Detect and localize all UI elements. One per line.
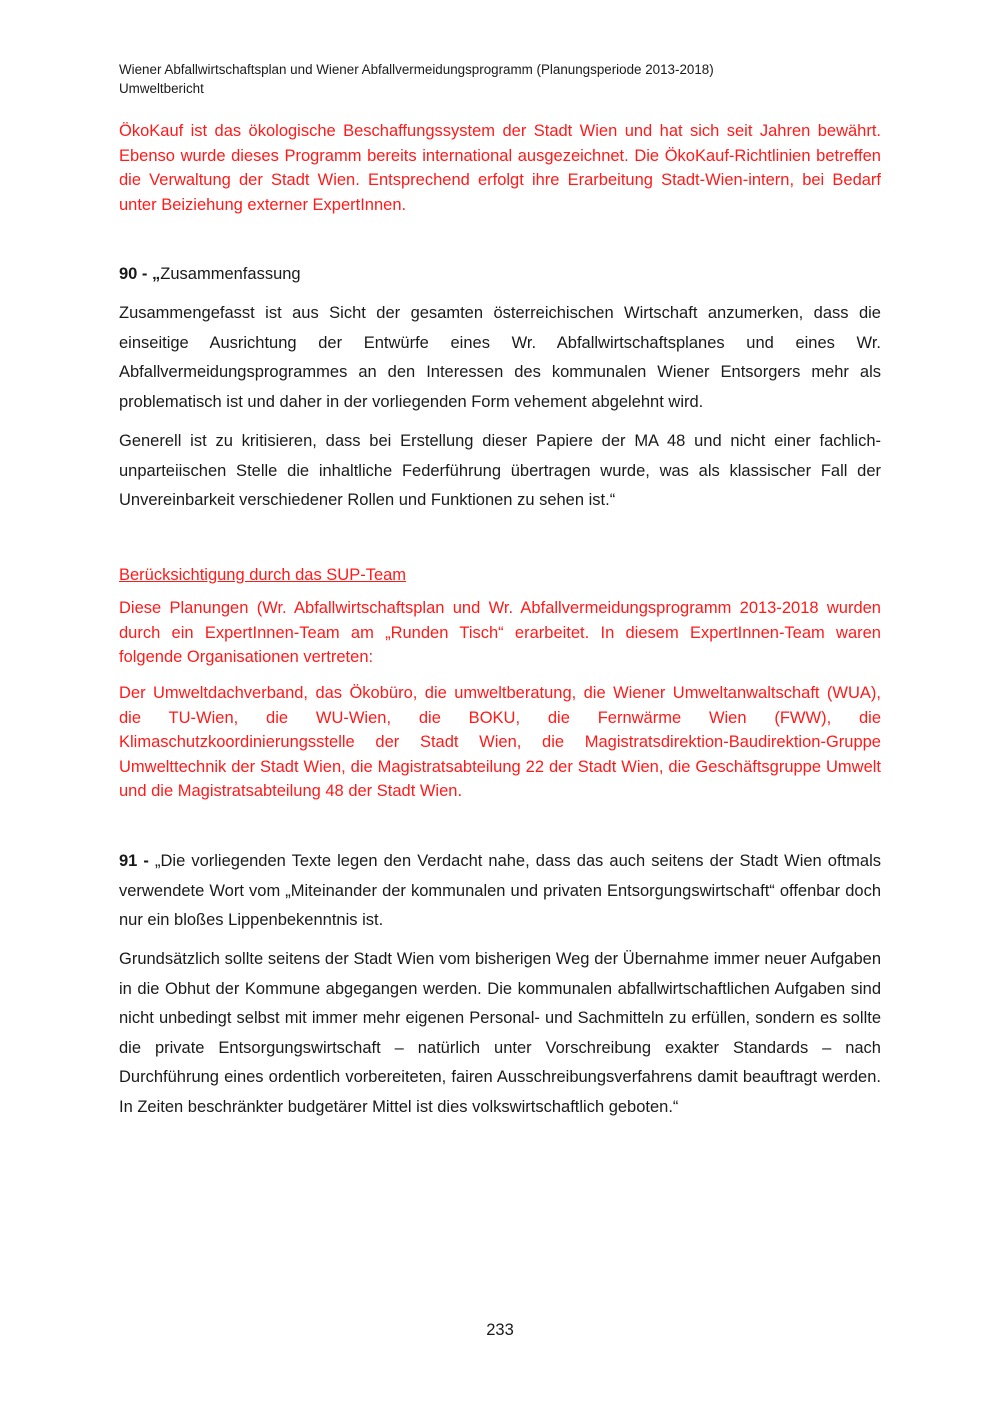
comment-91-text: „Die vorliegenden Texte legen den Verdacht nahe, dass das auch seitens der Stadt Wien oftmals verwendete Wort vom „Miteinander der kommunalen und privaten Entsorgungswirtschaft“ offenbar doch nur ein bloßes Lippenbekenntnis ist. [119,852,881,930]
comment-90-heading [119,260,881,290]
comment-90-paragraph-1: Zusammengefasst ist aus Sicht der gesamten österreichischen Wirtschaft anzumerken, dass die einseitige Ausrichtung der Entwürfe eines Wr. Abfallwirtschaftsplanes und eines Wr. Abfallvermeidungsprogrammes an den Interessen des kommunalen Wiener Entsorgers mehr als problematisch ist und daher in der vorliegenden Form vehement abgelehnt wird. [119,304,881,411]
comment-91-paragraph-1 [119,847,881,936]
sup-response-paragraph-1: Diese Planungen (Wr. Abfallwirtschaftsplan und Wr. Abfallvermeidungsprogramm 2013-2018 wurden durch ein ExpertInnen-Team am „Runden Tisch“ erarbeitet. In diesem ExpertInnen-Team waren folgende Organisationen vertreten: [119,599,881,666]
header-subtitle: Umweltbericht [119,81,204,96]
page-header [119,60,881,98]
page-number: 233 [486,1321,514,1339]
intro-red-paragraph: ÖkoKauf ist das ökologische Beschaffungssystem der Stadt Wien und hat sich seit Jahren bewährt. Ebenso wurde dieses Programm bereits international ausgezeichnet. Die ÖkoKauf-Richtlinien betreffen die Verwaltung der Stadt Wien. Entsprechend erfolgt ihre Erarbeitung Stadt-Wien-intern, bei Bedarf unter Beiziehung externer ExpertInnen. [119,122,881,214]
comment-number: 91 - [119,852,156,870]
comment-title: Zusammenfassung [160,265,301,283]
sup-response-paragraph-2: Der Umweltdachverband, das Ökobüro, die umweltberatung, die Wiener Umweltanwaltschaft (WUA), die TU-Wien, die WU-Wien, die BOKU, die Fernwärme Wien (FWW), die Klimaschutzkoordinierungsstelle der Stadt Wien, die Magistratsdirektion-Baudirektion-Gruppe Umwelttechnik der Stadt Wien, die Magistratsabteilung 22 der Stadt Wien, die Geschäftsgruppe Umwelt und die Magistratsabteilung 48 der Stadt Wien. [119,684,881,800]
header-title: Wiener Abfallwirtschaftsplan und Wiener Abfallvermeidungsprogramm (Planungsperiode 2013-2018) [119,62,714,77]
comment-number: 90 - „ [119,265,161,283]
sup-response-heading: Berücksichtigung durch das SUP-Team [119,566,407,584]
comment-90-paragraph-2: Generell ist zu kritisieren, dass bei Erstellung dieser Papiere der MA 48 und nicht einer fachlich-unparteiischen Stelle die inhaltliche Federführung übertragen wurde, was als klassischer Fall der Unvereinbarkeit verschiedener Rollen und Funktionen zu sehen ist.“ [119,432,881,510]
comment-91-paragraph-2: Grundsätzlich sollte seitens der Stadt Wien vom bisherigen Weg der Übernahme immer neuer Aufgaben in die Obhut der Kommune abgegangen werden. Die kommunalen abfallwirtschaftlichen Aufgaben sind nicht unbedingt selbst mit immer mehr eigenen Personal- und Sachmitteln zu erfüllen, sondern es sollte die private Entsorgungswirtschaft – natürlich unter Vorschreibung exakter Standards – nach Durchführung eines ordentlich vorbereiteten, fairen Ausschreibungsverfahrens damit beauftragt werden. In Zeiten beschränkter budgetärer Mittel ist dies volkswirtschaftlich geboten.“ [119,950,881,1116]
